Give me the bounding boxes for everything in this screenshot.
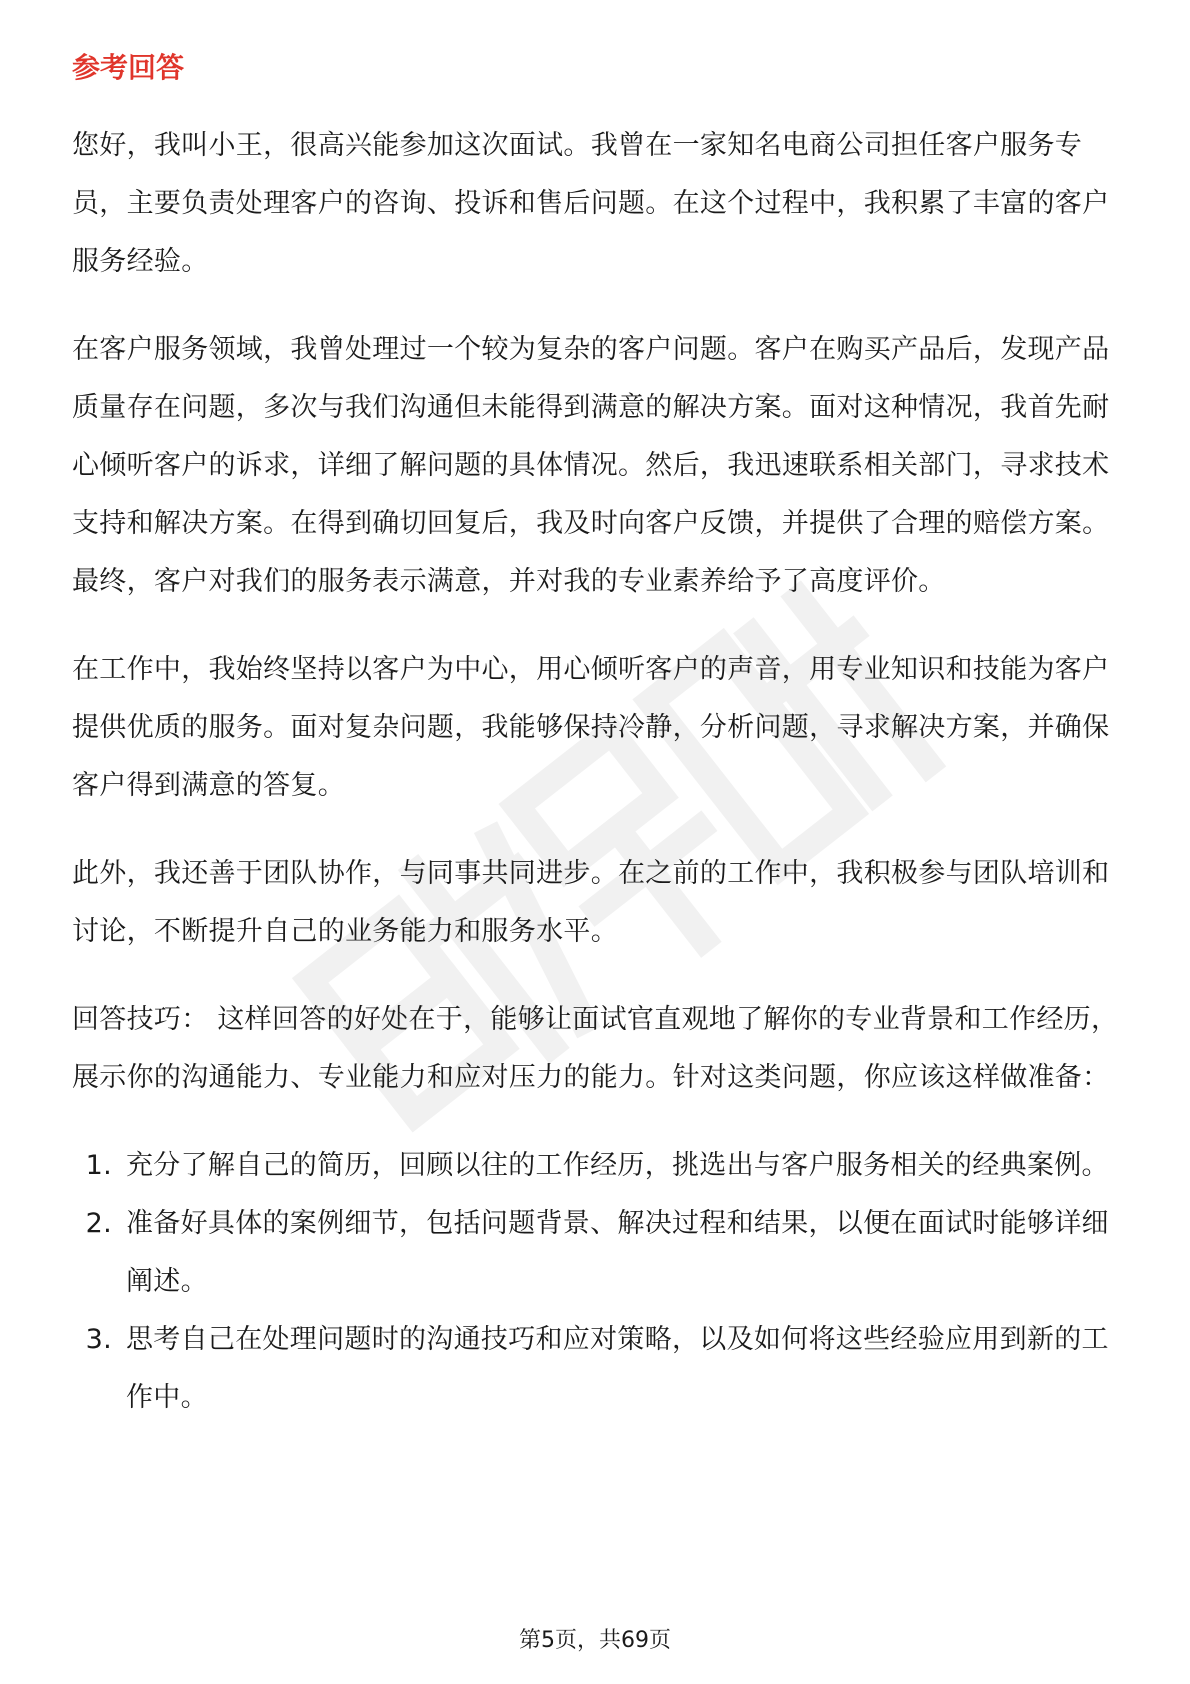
step-text: 充分了解自己的简历，回顾以往的工作经历，挑选出与客户服务相关的经典案例。 [126,1150,1109,1181]
list-item [72,1311,1122,1427]
paragraph-attitude: 在工作中，我始终坚持以客户为中心，用心倾听客户的声音，用专业知识和技能为客户提供优质的服务。面对复杂问题，我能够保持冷静，分析问题，寻求解决方案，并确保客户得到满意的答复。 [72,654,1110,801]
step-number: 2. [85,1208,112,1239]
section-title: 参考回答 [72,51,185,84]
answer-body [72,117,1122,1427]
list-item [72,1195,1122,1311]
answer-tips: 回答技巧： 这样回答的好处在于，能够让面试官直观地了解你的专业背景和工作经历，展示你的沟通能力、专业能力和应对压力的能力。针对这类问题，你应该这样做准备： [72,1004,1119,1093]
preparation-steps [72,1137,1122,1427]
step-text: 准备好具体的案例细节，包括问题背景、解决过程和结果，以便在面试时能够详细阐述。 [126,1208,1109,1297]
step-text: 思考自己在处理问题时的沟通技巧和应对策略，以及如何将这些经验应用到新的工作中。 [126,1324,1109,1413]
paragraph-intro: 您好，我叫小王，很高兴能参加这次面试。我曾在一家知名电商公司担任客户服务专员，主要负责处理客户的咨询、投诉和售后问题。在这个过程中，我积累了丰富的客户服务经验。 [72,130,1110,277]
step-number: 3. [85,1324,112,1355]
list-item [72,1137,1122,1195]
page-number-footer: 第5页，共69页 [519,1628,671,1653]
step-number: 1. [85,1150,112,1181]
paragraph-teamwork: 此外，我还善于团队协作，与同事共同进步。在之前的工作中，我积极参与团队培训和讨论，不断提升自己的业务能力和服务水平。 [72,858,1110,947]
paragraph-case: 在客户服务领域，我曾处理过一个较为复杂的客户问题。客户在购买产品后，发现产品质量存在问题，多次与我们沟通但未能得到满意的解决方案。面对这种情况，我首先耐心倾听客户的诉求，详细了解问题的具体情况。然后，我迅速联系相关部门，寻求技术支持和解决方案。在得到确切回复后，我及时向客户反馈，并提供了合理的赔偿方案。最终，客户对我们的服务表示满意，并对我的专业素养给予了高度评价。 [72,334,1110,597]
